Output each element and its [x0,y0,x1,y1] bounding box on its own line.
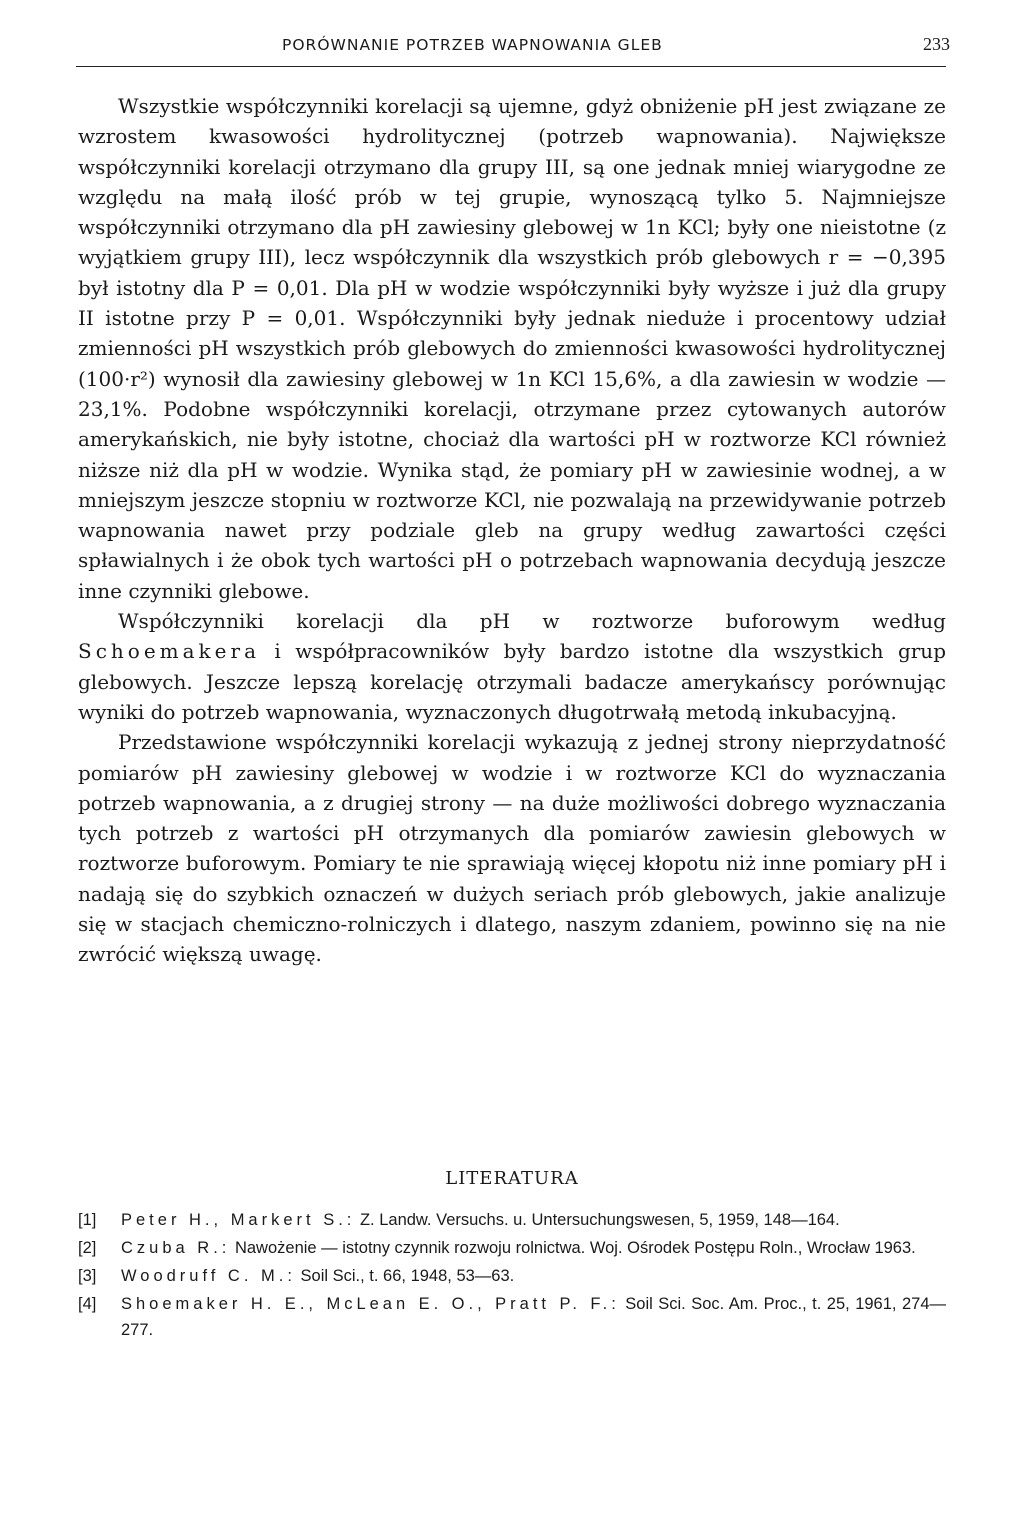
bibliography-entry-source: Soil Sci. Soc. Am. Proc., t. 25, 1961, 274—277. [121,1295,946,1339]
bibliography-entry-authors: Woodruff C. M.: [121,1267,296,1285]
bibliography-entry-authors: Peter H., Markert S.: [121,1211,356,1229]
bibliography-entry-source: Soil Sci., t. 66, 1948, 53—63. [300,1267,515,1285]
author-name-schoemaker: Schoemakera [78,639,260,664]
bibliography-list [78,1207,946,1345]
paragraph-2-text-start: Współczynniki korelacji dla pH w roztworze buforowym według [118,609,946,634]
bibliography-entry [78,1291,946,1343]
bibliography-entry [78,1235,946,1261]
paragraph-3: Przedstawione współczynniki korelacji wykazują z jednej strony nieprzydatność pomiarów pH zawiesiny glebowej w wodzie i w roztworze KCl do wyznaczania potrzeb wapnowania, a z drugiej strony — na duże możliwości dobrego wyznaczania tych potrzeb z wartości pH otrzymanych dla pomiarów zawiesin glebowych w roztworze buforowym. Pomiary te nie sprawiają więcej kłopotu niż inne pomiary pH i nadają się do szybkich oznaczeń w dużych seriach prób glebowych, jakie analizuje się w stacjach chemiczno-rolniczych i dlatego, naszym zdaniem, powinno się na nie zwrócić większą uwagę. [78,730,946,967]
bibliography-entry-authors: Czuba R.: [121,1239,231,1257]
bibliography-heading: LITERATURA [445,1168,579,1189]
header-rule [76,66,946,67]
article-body [78,91,946,970]
bibliography-entry-number: [3] [78,1267,97,1285]
paragraph-1: Wszystkie współczynniki korelacji są ujemne, gdyż obniżenie pH jest związane ze wzrostem kwasowości hydrolitycznej (potrzeb wapnowania). Największe współczynniki korelacji otrzymano dla grupy III, są one jednak mniej wiarygodne ze względu na małą ilość prób w tej grupie, wynoszącą tylko 5. Najmniejsze współczynniki otrzymano dla pH zawiesiny glebowej w 1n KCl; były one nieistotne (z wyjątkiem grupy III), lecz współczynnik dla wszystkich prób glebowych r = −0,395 był istotny dla P = 0,01. Dla pH w wodzie współczynniki były wyższe i już dla grupy II istotne przy P = 0,01. Współczynniki były jednak nieduże i procentowy udział zmienności pH wszystkich prób glebowych do zmienności kwasowości hydrolitycznej (100·r²) wynosił dla zawiesiny glebowej w 1n KCl 15,6%, a dla zawiesin w wodzie — 23,1%. Podobne współczynniki korelacji, otrzymane przez cytowanych autorów amerykańskich, nie były istotne, chociaż dla wartości pH w roztworze KCl również niższe niż dla pH w wodzie. Wynika stąd, że pomiary pH w zawiesinie wodnej, a w mniejszym jeszcze stopniu w roztworze KCl, nie pozwalają na przewidywanie potrzeb wapnowania nawet przy podziale gleb na grupy według zawartości części spławialnych i że obok tych wartości pH o potrzebach wapnowania decydują jeszcze inne czynniki glebowe. [78,94,946,603]
bibliography-entry-number: [2] [78,1239,97,1257]
bibliography-entry-source: Z. Landw. Versuchs. u. Untersuchungswesen, 5, 1959, 148—164. [359,1211,840,1229]
bibliography-entry [78,1263,946,1289]
bibliography-entry-number: [1] [78,1211,97,1229]
bibliography-entry-source: Nawożenie — istotny czynnik rozwoju rolnictwa. Woj. Ośrodek Postępu Roln., Wrocław 1963. [234,1239,916,1257]
bibliography-entry-number: [4] [78,1295,97,1313]
paragraph-2 [78,606,946,727]
paragraph-2-text-end: i współpracowników były bardzo istotne dla wszystkich grup glebowych. Jeszcze lepszą korelację otrzymali badacze amerykańscy porównując wyniki do potrzeb wapnowania, wyznaczonych długotrwałą metodą inkubacyjną. [78,639,946,724]
bibliography-entry [78,1207,946,1233]
page-number: 233 [923,34,950,54]
running-title: PORÓWNANIE POTRZEB WAPNOWANIA GLEB [282,36,663,54]
bibliography-entry-authors: Shoemaker H. E., McLean E. O., Pratt P. F.: [121,1295,620,1313]
